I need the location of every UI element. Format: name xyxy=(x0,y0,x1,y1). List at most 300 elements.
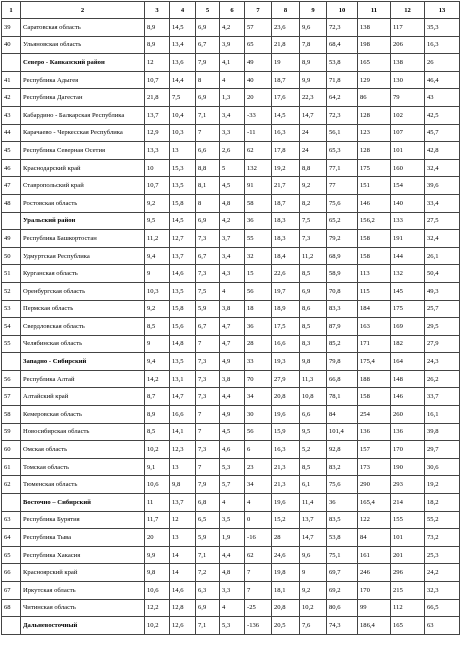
value-cell: 4,8 xyxy=(220,194,245,212)
value-cell: 13 xyxy=(170,458,196,476)
table-row xyxy=(2,370,460,388)
value-cell: 53,8 xyxy=(327,529,358,547)
row-index: 41 xyxy=(2,71,21,89)
table-row xyxy=(2,19,460,37)
value-cell: 10 xyxy=(145,159,170,177)
value-cell: 6,6 xyxy=(300,406,327,424)
column-header: 12 xyxy=(391,2,425,19)
region-name: Удмуртская Республика xyxy=(21,247,145,265)
value-cell: 4,3 xyxy=(220,265,245,283)
value-cell: 184 xyxy=(358,300,391,318)
value-cell: 9,4 xyxy=(145,247,170,265)
table-row xyxy=(2,529,460,547)
value-cell: 1,9 xyxy=(220,529,245,547)
value-cell: 4,4 xyxy=(220,546,245,564)
value-cell: 8,7 xyxy=(145,388,170,406)
value-cell: 9,4 xyxy=(145,353,170,371)
value-cell: 65,2 xyxy=(327,212,358,230)
value-cell: 3,4 xyxy=(220,106,245,124)
value-cell: 10,2 xyxy=(300,599,327,617)
value-cell: 8,5 xyxy=(300,458,327,476)
value-cell: 16,3 xyxy=(272,124,300,142)
value-cell: 182 xyxy=(391,335,425,353)
value-cell: 2,6 xyxy=(220,142,245,160)
value-cell: 27,9 xyxy=(425,335,460,353)
value-cell: -16 xyxy=(245,529,272,547)
value-cell: 16,1 xyxy=(425,406,460,424)
value-cell: 32,4 xyxy=(425,159,460,177)
value-cell: 56,1 xyxy=(327,124,358,142)
value-cell: 65,3 xyxy=(327,142,358,160)
value-cell: 1,3 xyxy=(220,89,245,107)
value-cell: 146 xyxy=(391,388,425,406)
value-cell: 50,4 xyxy=(425,265,460,283)
value-cell: 154 xyxy=(391,177,425,195)
table-row xyxy=(2,159,460,177)
value-cell: 8,5 xyxy=(145,318,170,336)
value-cell: 34 xyxy=(245,476,272,494)
row-index: 62 xyxy=(2,476,21,494)
region-name: Томская область xyxy=(21,458,145,476)
value-cell: 8,1 xyxy=(196,177,220,195)
value-cell: 23,6 xyxy=(272,19,300,37)
value-cell: 22,6 xyxy=(272,265,300,283)
value-cell: 64,2 xyxy=(327,89,358,107)
region-name: Свердловская область xyxy=(21,318,145,336)
value-cell: 17,6 xyxy=(272,89,300,107)
value-cell: 101,4 xyxy=(327,423,358,441)
value-cell: 70,8 xyxy=(327,282,358,300)
value-cell: 19,3 xyxy=(272,353,300,371)
region-name: Пермская область xyxy=(21,300,145,318)
value-cell: 3,9 xyxy=(220,36,245,54)
value-cell: 7,8 xyxy=(300,36,327,54)
value-cell: 0 xyxy=(245,511,272,529)
row-index xyxy=(2,212,21,230)
value-cell: 171 xyxy=(358,335,391,353)
region-group-row xyxy=(2,54,460,72)
value-cell: 11 xyxy=(145,494,170,512)
value-cell: 66,5 xyxy=(425,599,460,617)
value-cell: 18,4 xyxy=(272,247,300,265)
value-cell: 254 xyxy=(358,406,391,424)
region-group-row xyxy=(2,353,460,371)
value-cell: 293 xyxy=(391,476,425,494)
row-index: 52 xyxy=(2,282,21,300)
value-cell: 56 xyxy=(245,282,272,300)
value-cell: 3,7 xyxy=(220,230,245,248)
value-cell: 13,7 xyxy=(300,511,327,529)
value-cell: 128 xyxy=(358,142,391,160)
value-cell: 12,2 xyxy=(145,599,170,617)
value-cell: 13,3 xyxy=(145,142,170,160)
value-cell: 19,2 xyxy=(272,159,300,177)
value-cell: 28 xyxy=(245,335,272,353)
value-cell: 63 xyxy=(425,617,460,635)
value-cell: 7,5 xyxy=(300,212,327,230)
value-cell: 32,4 xyxy=(425,230,460,248)
region-name: Ставропольский край xyxy=(21,177,145,195)
value-cell: 260 xyxy=(391,406,425,424)
value-cell: 246 xyxy=(358,564,391,582)
value-cell: 102 xyxy=(391,106,425,124)
value-cell: 14,6 xyxy=(170,265,196,283)
value-cell: 10,3 xyxy=(145,282,170,300)
value-cell: 9,1 xyxy=(145,458,170,476)
table-row xyxy=(2,36,460,54)
value-cell: 7,6 xyxy=(300,617,327,635)
value-cell: 5,9 xyxy=(196,300,220,318)
value-cell: 9,2 xyxy=(300,582,327,600)
value-cell: 14,4 xyxy=(170,71,196,89)
value-cell: 69,7 xyxy=(327,564,358,582)
value-cell: 12,6 xyxy=(170,617,196,635)
value-cell: 7,2 xyxy=(196,564,220,582)
table-row xyxy=(2,282,460,300)
value-cell: 32,3 xyxy=(425,582,460,600)
value-cell: 5,9 xyxy=(196,529,220,547)
value-cell: 77,1 xyxy=(327,159,358,177)
value-cell: 7,3 xyxy=(196,265,220,283)
value-cell: 15,6 xyxy=(170,318,196,336)
value-cell: 14,1 xyxy=(170,423,196,441)
value-cell: 7 xyxy=(196,423,220,441)
column-header: 4 xyxy=(170,2,196,19)
value-cell: 4,2 xyxy=(220,212,245,230)
region-name: Омская область xyxy=(21,441,145,459)
value-cell: 175 xyxy=(358,159,391,177)
value-cell: 146 xyxy=(358,194,391,212)
value-cell: 55,2 xyxy=(425,511,460,529)
value-cell: 32 xyxy=(245,247,272,265)
value-cell: 9,9 xyxy=(300,71,327,89)
value-cell: 4,1 xyxy=(220,54,245,72)
value-cell: 21,8 xyxy=(145,89,170,107)
value-cell: 3,8 xyxy=(220,370,245,388)
row-index: 50 xyxy=(2,247,21,265)
row-index: 55 xyxy=(2,335,21,353)
value-cell: 12,7 xyxy=(170,230,196,248)
row-index: 39 xyxy=(2,19,21,37)
value-cell: 151 xyxy=(358,177,391,195)
value-cell: 144 xyxy=(391,247,425,265)
value-cell: 122 xyxy=(358,511,391,529)
value-cell: 10,7 xyxy=(145,71,170,89)
value-cell: 11,2 xyxy=(300,247,327,265)
value-cell: 65 xyxy=(245,36,272,54)
column-header: 3 xyxy=(145,2,170,19)
value-cell: 132 xyxy=(391,265,425,283)
value-cell: 101 xyxy=(391,142,425,160)
column-header: 8 xyxy=(272,2,300,19)
region-name: Читинская область xyxy=(21,599,145,617)
value-cell: 158 xyxy=(358,388,391,406)
table-row xyxy=(2,546,460,564)
row-index: 54 xyxy=(2,318,21,336)
value-cell: 42,5 xyxy=(425,106,460,124)
value-cell: 80,6 xyxy=(327,599,358,617)
value-cell: 6 xyxy=(245,441,272,459)
table-row xyxy=(2,423,460,441)
table-row xyxy=(2,599,460,617)
table-row xyxy=(2,318,460,336)
value-cell: 3,3 xyxy=(220,582,245,600)
region-name: Республика Башкортостан xyxy=(21,230,145,248)
region-name: Восточно – Сибирский xyxy=(21,494,145,512)
region-name: Республика Северная Осетия xyxy=(21,142,145,160)
value-cell: 16,6 xyxy=(170,406,196,424)
value-cell: 9 xyxy=(300,564,327,582)
value-cell: 15,3 xyxy=(170,159,196,177)
value-cell: 170 xyxy=(391,441,425,459)
value-cell: 24,2 xyxy=(425,564,460,582)
value-cell: 136 xyxy=(358,423,391,441)
value-cell: 21,7 xyxy=(272,177,300,195)
value-cell: 7,1 xyxy=(196,106,220,124)
table-row xyxy=(2,142,460,160)
value-cell: 175,4 xyxy=(358,353,391,371)
value-cell: 133 xyxy=(391,212,425,230)
value-cell: 4,7 xyxy=(220,335,245,353)
value-cell: 83,5 xyxy=(327,511,358,529)
value-cell: 20 xyxy=(145,529,170,547)
region-name: Алтайский край xyxy=(21,388,145,406)
value-cell: 3,4 xyxy=(220,247,245,265)
region-name: Кабардино - Балкарская Республика xyxy=(21,106,145,124)
value-cell: 84 xyxy=(358,529,391,547)
value-cell: 68,9 xyxy=(327,247,358,265)
value-cell: 169 xyxy=(391,318,425,336)
value-cell: 91 xyxy=(245,177,272,195)
value-cell: 14,5 xyxy=(170,212,196,230)
region-group-row xyxy=(2,617,460,635)
value-cell: 85,2 xyxy=(327,335,358,353)
value-cell: 7,1 xyxy=(196,617,220,635)
region-name: Тюменская область xyxy=(21,476,145,494)
value-cell: 136 xyxy=(391,423,425,441)
value-cell: 6,9 xyxy=(196,212,220,230)
value-cell: 66,8 xyxy=(327,370,358,388)
table-row xyxy=(2,406,460,424)
value-cell: 75,6 xyxy=(327,194,358,212)
row-index xyxy=(2,494,21,512)
value-cell: 201 xyxy=(391,546,425,564)
value-cell: 206 xyxy=(391,36,425,54)
row-index: 42 xyxy=(2,89,21,107)
value-cell: 14 xyxy=(170,546,196,564)
region-group-row xyxy=(2,494,460,512)
value-cell: 164 xyxy=(391,353,425,371)
row-index: 57 xyxy=(2,388,21,406)
value-cell: 8,9 xyxy=(145,19,170,37)
value-cell: 13 xyxy=(170,142,196,160)
value-cell: 117 xyxy=(391,19,425,37)
value-cell: 39,8 xyxy=(425,423,460,441)
value-cell: 83,3 xyxy=(327,300,358,318)
value-cell: 4,6 xyxy=(220,441,245,459)
value-cell: 21,3 xyxy=(272,476,300,494)
value-cell: 158 xyxy=(358,247,391,265)
value-cell: 7 xyxy=(196,458,220,476)
value-cell: 56 xyxy=(245,423,272,441)
value-cell: 12,3 xyxy=(170,441,196,459)
row-index xyxy=(2,617,21,635)
value-cell: 14,6 xyxy=(170,582,196,600)
value-cell: 92,8 xyxy=(327,441,358,459)
value-cell: 145 xyxy=(391,282,425,300)
row-index: 44 xyxy=(2,124,21,142)
value-cell: 73,2 xyxy=(425,529,460,547)
value-cell: 18,2 xyxy=(425,494,460,512)
value-cell: 101 xyxy=(391,529,425,547)
value-cell: 6,7 xyxy=(196,36,220,54)
region-name: Республика Алтай xyxy=(21,370,145,388)
value-cell: 3,5 xyxy=(220,511,245,529)
row-index: 61 xyxy=(2,458,21,476)
value-cell: 13,5 xyxy=(170,353,196,371)
value-cell: 112 xyxy=(391,599,425,617)
value-cell: 20,5 xyxy=(272,617,300,635)
value-cell: 20,8 xyxy=(272,599,300,617)
value-cell: 4,9 xyxy=(220,406,245,424)
value-cell: 129 xyxy=(358,71,391,89)
value-cell: 128 xyxy=(358,106,391,124)
value-cell: 5,2 xyxy=(300,441,327,459)
value-cell: 36 xyxy=(245,318,272,336)
value-cell: 11,2 xyxy=(145,230,170,248)
value-cell: 21,3 xyxy=(272,458,300,476)
value-cell: 8,2 xyxy=(300,194,327,212)
value-cell: 7,3 xyxy=(196,370,220,388)
value-cell: 6,3 xyxy=(196,582,220,600)
value-cell: 87,9 xyxy=(327,318,358,336)
value-cell: 39,6 xyxy=(425,177,460,195)
value-cell: 10,4 xyxy=(170,106,196,124)
value-cell: 30 xyxy=(245,406,272,424)
table-row xyxy=(2,441,460,459)
value-cell: 5,3 xyxy=(220,617,245,635)
value-cell: -11 xyxy=(245,124,272,142)
value-cell: 84 xyxy=(327,406,358,424)
value-cell: 9,6 xyxy=(300,19,327,37)
value-cell: 13,4 xyxy=(170,36,196,54)
value-cell: 214 xyxy=(391,494,425,512)
value-cell: 14,7 xyxy=(300,529,327,547)
value-cell: 161 xyxy=(358,546,391,564)
region-name: Республика Адыгея xyxy=(21,71,145,89)
row-index: 63 xyxy=(2,511,21,529)
region-name: Краснодарский край xyxy=(21,159,145,177)
value-cell: 12 xyxy=(170,511,196,529)
value-cell: 7 xyxy=(245,564,272,582)
value-cell: 6,1 xyxy=(300,476,327,494)
table-row xyxy=(2,582,460,600)
value-cell: 26 xyxy=(425,54,460,72)
region-name: Карачаево - Черкесская Республика xyxy=(21,124,145,142)
value-cell: 13,6 xyxy=(170,54,196,72)
value-cell: 140 xyxy=(391,194,425,212)
value-cell: 107 xyxy=(391,124,425,142)
value-cell: 79,2 xyxy=(327,230,358,248)
value-cell: 3,8 xyxy=(220,300,245,318)
region-name: Оренбургская область xyxy=(21,282,145,300)
value-cell: 9,5 xyxy=(145,212,170,230)
value-cell: 53,8 xyxy=(327,54,358,72)
value-cell: 9 xyxy=(145,265,170,283)
table-row xyxy=(2,71,460,89)
value-cell: 10,2 xyxy=(145,441,170,459)
value-cell: 72,3 xyxy=(327,106,358,124)
value-cell: 79,8 xyxy=(327,353,358,371)
value-cell: 19,8 xyxy=(272,564,300,582)
value-cell: 14,7 xyxy=(300,106,327,124)
value-cell: 18,7 xyxy=(272,194,300,212)
value-cell: 36 xyxy=(327,494,358,512)
value-cell: 36 xyxy=(245,212,272,230)
value-cell: 7,5 xyxy=(196,282,220,300)
column-header: 7 xyxy=(245,2,272,19)
value-cell: -136 xyxy=(245,617,272,635)
value-cell: 83,2 xyxy=(327,458,358,476)
value-cell: 25,3 xyxy=(425,546,460,564)
value-cell: 198 xyxy=(358,36,391,54)
column-header: 11 xyxy=(358,2,391,19)
value-cell: 19 xyxy=(272,54,300,72)
region-name: Новосибирская область xyxy=(21,423,145,441)
value-cell: 9,8 xyxy=(145,564,170,582)
value-cell: 9,8 xyxy=(300,353,327,371)
table-row xyxy=(2,458,460,476)
table-row xyxy=(2,89,460,107)
value-cell: 14,7 xyxy=(170,388,196,406)
row-index: 64 xyxy=(2,529,21,547)
value-cell: 10,8 xyxy=(300,388,327,406)
value-cell: 7,5 xyxy=(170,89,196,107)
statistics-table xyxy=(1,1,460,635)
value-cell: 12,9 xyxy=(145,124,170,142)
value-cell: 19,6 xyxy=(272,494,300,512)
value-cell: 160 xyxy=(391,159,425,177)
value-cell: 23 xyxy=(245,458,272,476)
value-cell: 148 xyxy=(391,370,425,388)
value-cell: 15,8 xyxy=(170,194,196,212)
value-cell: 6,6 xyxy=(196,142,220,160)
value-cell: 290 xyxy=(358,476,391,494)
row-index: 60 xyxy=(2,441,21,459)
row-index xyxy=(2,353,21,371)
value-cell: 99 xyxy=(358,599,391,617)
value-cell: 8,5 xyxy=(300,318,327,336)
value-cell: 7,3 xyxy=(196,353,220,371)
value-cell: 18,9 xyxy=(272,300,300,318)
value-cell: 18,1 xyxy=(272,582,300,600)
value-cell: 24,3 xyxy=(425,353,460,371)
value-cell: 9,2 xyxy=(145,300,170,318)
value-cell: 29,5 xyxy=(425,318,460,336)
value-cell: 14,5 xyxy=(170,19,196,37)
value-cell: 11,7 xyxy=(145,511,170,529)
table-row xyxy=(2,106,460,124)
table-row xyxy=(2,177,460,195)
value-cell: 75,6 xyxy=(327,476,358,494)
column-header: 1 xyxy=(2,2,21,19)
value-cell: 188 xyxy=(358,370,391,388)
value-cell: 4 xyxy=(220,282,245,300)
column-header: 9 xyxy=(300,2,327,19)
header-row xyxy=(2,2,460,19)
value-cell: 4 xyxy=(220,599,245,617)
row-index: 43 xyxy=(2,106,21,124)
